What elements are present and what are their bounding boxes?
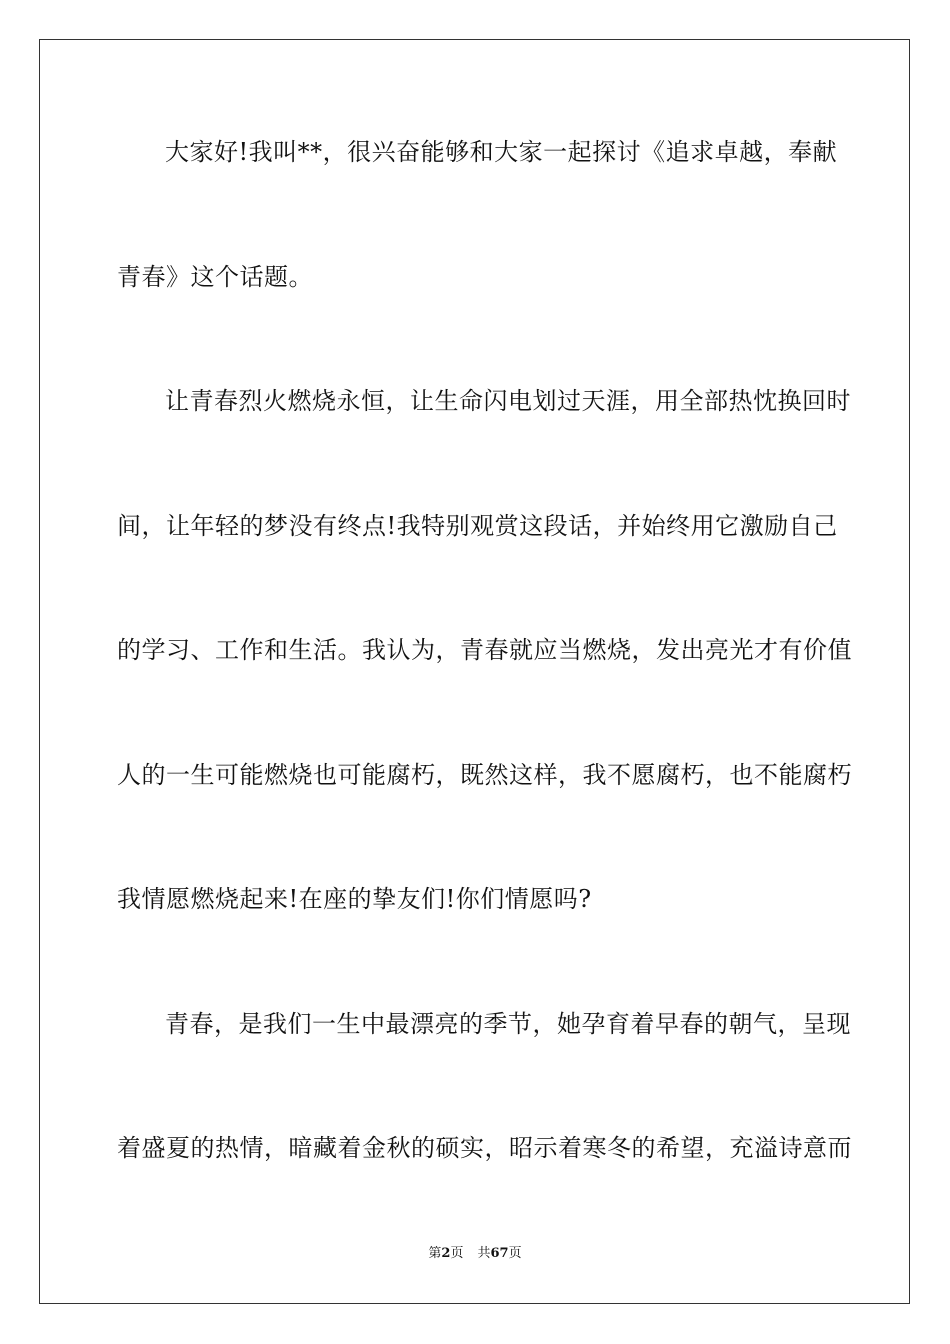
paragraph-line: 着盛夏的热情，暗藏着金秋的硕实，昭示着寒冬的希望，充溢诗意而 (117, 1134, 852, 1162)
paragraph-line: 的学习、工作和生活。我认为，青春就应当燃烧，发出亮光才有价值 (117, 636, 852, 664)
paragraph-line: 青春，是我们一生中最漂亮的季节，她孕育着早春的朝气，呈现 (165, 1010, 851, 1038)
paragraph-line: 我情愿燃烧起来!在座的挚友们!你们情愿吗? (117, 885, 592, 913)
paragraph-line: 青春》这个话题。 (117, 263, 313, 291)
paragraph-line: 间，让年轻的梦没有终点!我特别观赏这段话，并始终用它激励自己 (117, 512, 838, 540)
total-suffix: 页 (508, 1246, 522, 1261)
paragraph-line: 人的一生可能燃烧也可能腐朽，既然这样，我不愿腐朽，也不能腐朽 (117, 761, 852, 789)
page-suffix: 页 (450, 1246, 464, 1261)
page-border (39, 39, 910, 1304)
page-footer (0, 1246, 950, 1262)
paragraph-line: 大家好!我叫**，很兴奋能够和大家一起探讨《追求卓越，奉献 (165, 138, 838, 166)
paragraph-line: 让青春烈火燃烧永恒，让生命闪电划过天涯，用全部热忱换回时 (165, 387, 851, 415)
total-prefix: 共 (477, 1246, 491, 1261)
page-number: 2 (441, 1246, 451, 1261)
page-prefix: 第 (428, 1246, 442, 1261)
total-pages: 67 (490, 1246, 509, 1261)
